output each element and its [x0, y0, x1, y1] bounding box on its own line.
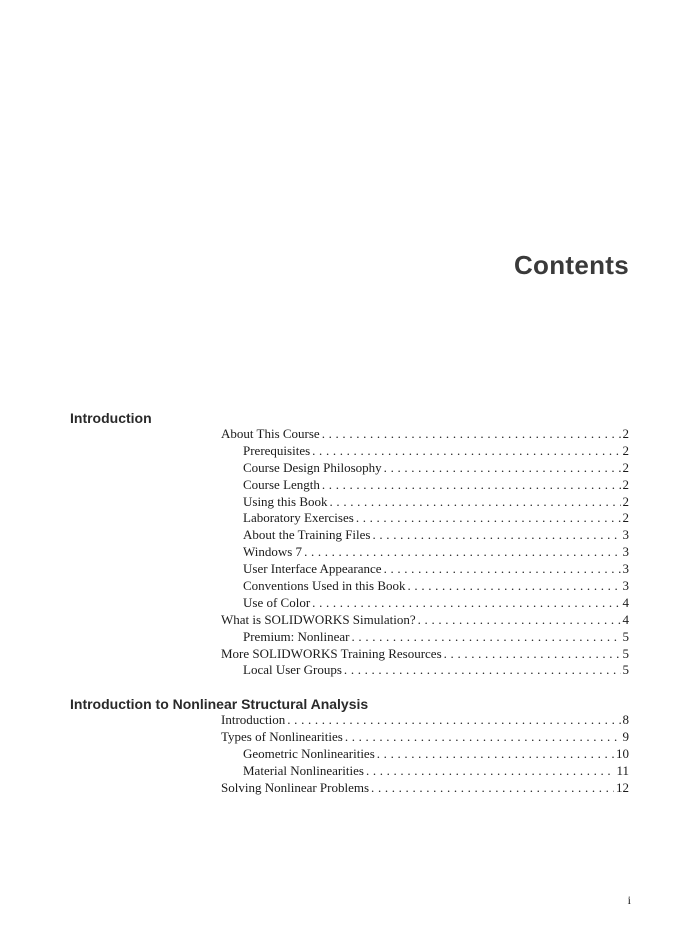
toc-entry — [221, 595, 629, 612]
toc-entry — [221, 578, 629, 595]
toc-entry — [221, 729, 629, 746]
toc-entry — [221, 561, 629, 578]
toc-entry-title: About the Training Files — [243, 527, 371, 543]
toc-entry-title: Laboratory Exercises — [243, 510, 354, 526]
toc-entry-title: Use of Color — [243, 594, 311, 610]
toc-entry-page: 2 — [622, 459, 629, 475]
dot-leader — [377, 746, 614, 763]
toc-entry-title: Geometric Nonlinearities — [243, 745, 375, 761]
toc-entry-page: 4 — [622, 611, 629, 627]
page-number: i — [627, 893, 631, 907]
toc-section-introduction — [221, 426, 629, 679]
toc-entry-page: 12 — [616, 779, 629, 795]
toc-entry-title: Types of Nonlinearities — [221, 728, 343, 744]
toc-entry — [221, 443, 629, 460]
toc-entry-page: 11 — [616, 762, 629, 778]
dot-leader — [418, 612, 621, 629]
dot-leader — [366, 763, 615, 780]
toc-entry-page: 8 — [622, 712, 629, 727]
toc-entry-title: Course Length — [243, 476, 320, 492]
toc-entry — [221, 460, 629, 477]
section-heading-nonlinear-analysis: Introduction to Nonlinear Structural Analysis — [70, 696, 369, 712]
toc-entry-page: 10 — [616, 745, 629, 761]
toc-entry — [221, 712, 629, 729]
toc-entry-page: 3 — [622, 527, 629, 543]
toc-entry-page: 2 — [622, 476, 629, 492]
toc-entry-title: About This Course — [221, 426, 320, 441]
toc-entry-title: Introduction — [221, 712, 286, 727]
dot-leader — [330, 494, 621, 511]
toc-entry-title: Prerequisites — [243, 442, 311, 458]
toc-entry — [221, 763, 629, 780]
toc-entry-page: 5 — [622, 662, 629, 678]
toc-entry-page: 2 — [622, 426, 629, 441]
toc-entry — [221, 746, 629, 763]
dot-leader — [344, 662, 621, 679]
toc-entry — [221, 477, 629, 494]
toc-entry-title: Windows 7 — [243, 544, 303, 560]
toc-entry-page: 3 — [622, 544, 629, 560]
toc-entry — [221, 494, 629, 511]
page-title: Contents — [513, 250, 629, 280]
toc-section-nonlinear-analysis — [221, 712, 629, 796]
dot-leader — [322, 426, 621, 443]
toc-entry-title: More SOLIDWORKS Training Resources — [221, 645, 442, 661]
dot-leader — [408, 578, 621, 595]
dot-leader — [312, 443, 620, 460]
dot-leader — [345, 729, 621, 746]
toc-entry-title: Solving Nonlinear Problems — [221, 779, 370, 795]
dot-leader — [373, 527, 621, 544]
toc-entry-page: 9 — [622, 728, 629, 744]
toc-entry-title: Premium: Nonlinear — [243, 628, 350, 644]
toc-entry-title: Material Nonlinearities — [243, 762, 364, 778]
toc-entry-page: 3 — [622, 578, 629, 594]
toc-entry-title: Local User Groups — [243, 662, 342, 678]
toc-entry — [221, 544, 629, 561]
toc-entry-page: 2 — [622, 493, 629, 509]
dot-leader — [444, 646, 621, 663]
toc-entry-title: Using this Book — [243, 493, 328, 509]
toc-entry-title: User Interface Appearance — [243, 561, 382, 577]
toc-entry — [221, 426, 629, 443]
dot-leader — [322, 477, 621, 494]
dot-leader — [356, 510, 621, 527]
dot-leader — [352, 629, 621, 646]
toc-entry-page: 2 — [622, 510, 629, 526]
toc-entry-page: 2 — [622, 442, 629, 458]
dot-leader — [287, 712, 620, 729]
toc-entry — [221, 510, 629, 527]
toc-entry — [221, 612, 629, 629]
toc-entry — [221, 527, 629, 544]
section-heading-introduction: Introduction — [70, 410, 152, 426]
dot-leader — [312, 595, 620, 612]
toc-entry — [221, 646, 629, 663]
toc-entry-page: 5 — [622, 628, 629, 644]
dot-leader — [371, 780, 614, 797]
toc-entry-page: 3 — [622, 561, 629, 577]
toc-entry — [221, 780, 629, 797]
toc-entry-page: 5 — [622, 645, 629, 661]
toc-entry-title: What is SOLIDWORKS Simulation? — [221, 611, 416, 627]
toc-entry-title: Conventions Used in this Book — [243, 578, 406, 594]
dot-leader — [384, 460, 621, 477]
dot-leader — [384, 561, 621, 578]
toc-entry — [221, 662, 629, 679]
toc-entry-title: Course Design Philosophy — [243, 459, 382, 475]
toc-entry — [221, 629, 629, 646]
dot-leader — [304, 544, 620, 561]
toc-entry-page: 4 — [622, 594, 629, 610]
